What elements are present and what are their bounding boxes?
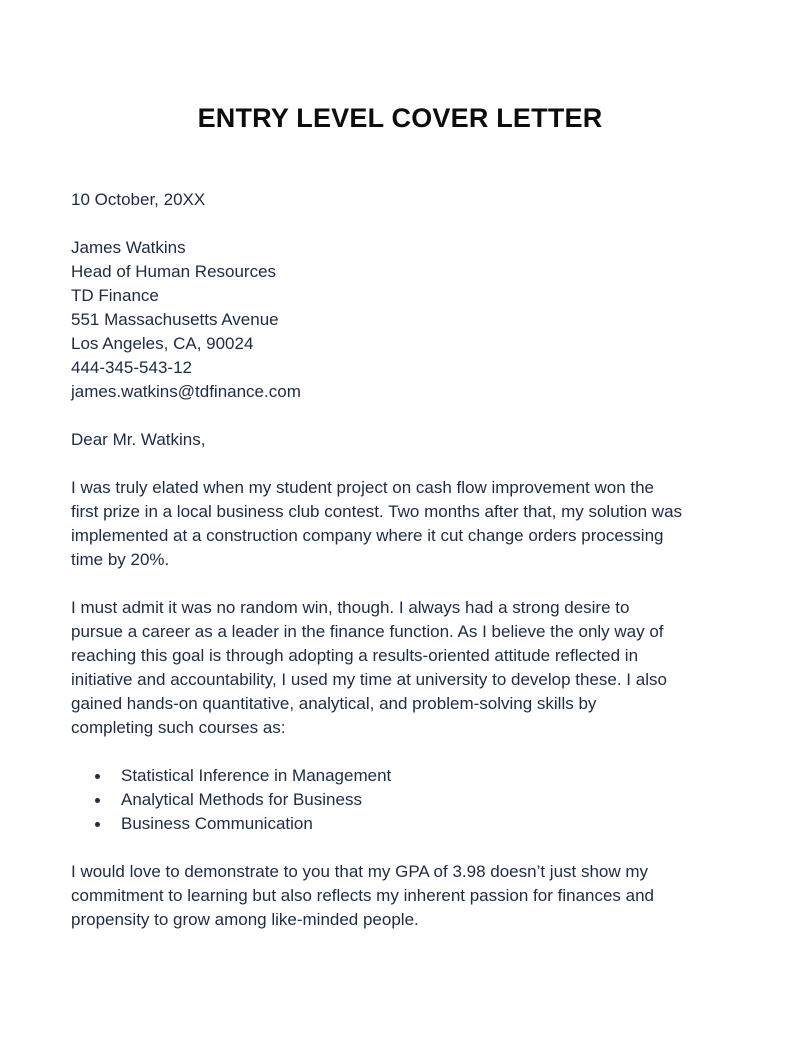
list-item <box>71 788 741 812</box>
letter-body <box>71 188 741 932</box>
spacer <box>71 212 741 236</box>
paragraph-line: reaching this goal is through adopting a results-oriented attitude reflected in <box>71 646 639 665</box>
spacer <box>71 740 741 764</box>
paragraph-1 <box>71 476 741 572</box>
paragraph-line: completing such courses as: <box>71 718 286 737</box>
paragraph-3 <box>71 860 741 932</box>
spacer <box>71 404 741 428</box>
paragraph-2 <box>71 596 741 740</box>
spacer <box>71 836 741 860</box>
recipient-name: James Watkins <box>71 238 186 257</box>
bullet-icon <box>95 822 100 827</box>
paragraph-line: time by 20%. <box>71 550 170 569</box>
recipient-phone: 444-345-543-12 <box>71 358 192 377</box>
paragraph-line: commitment to learning but also reflects my inherent passion for finances and <box>71 886 655 905</box>
paragraph-line: propensity to grow among like-minded people. <box>71 910 419 929</box>
bullet-icon <box>95 798 100 803</box>
course-name: Business Communication <box>121 814 313 833</box>
bullet-icon <box>95 774 100 779</box>
paragraph-line: initiative and accountability, I used my time at university to develop these. I also <box>71 670 667 689</box>
salutation: Dear Mr. Watkins, <box>71 430 206 449</box>
spacer <box>71 452 741 476</box>
course-name: Analytical Methods for Business <box>121 790 362 809</box>
paragraph-line: gained hands-on quantitative, analytical, and problem-solving skills by <box>71 694 597 713</box>
paragraph-line: first prize in a local business club contest. Two months after that, my solution was <box>71 502 683 521</box>
paragraph-line: I would love to demonstrate to you that my GPA of 3.98 doesn’t just show my <box>71 862 649 881</box>
spacer <box>71 572 741 596</box>
paragraph-line: I was truly elated when my student project on cash flow improvement won the <box>71 478 655 497</box>
recipient-block <box>71 236 741 404</box>
course-name: Statistical Inference in Management <box>121 766 392 785</box>
recipient-city: Los Angeles, CA, 90024 <box>71 334 254 353</box>
list-item <box>71 764 741 788</box>
paragraph-line: I must admit it was no random win, though. I always had a strong desire to <box>71 598 630 617</box>
recipient-email: james.watkins@tdfinance.com <box>71 382 301 401</box>
list-item <box>71 812 741 836</box>
paragraph-line: implemented at a construction company where it cut change orders processing <box>71 526 664 545</box>
recipient-street: 551 Massachusetts Avenue <box>71 310 279 329</box>
course-list <box>71 764 741 836</box>
document-title: ENTRY LEVEL COVER LETTER <box>197 103 603 133</box>
paragraph-line: pursue a career as a leader in the finance function. As I believe the only way of <box>71 622 664 641</box>
letter-date: 10 October, 20XX <box>71 190 206 209</box>
recipient-company: TD Finance <box>71 286 159 305</box>
recipient-position: Head of Human Resources <box>71 262 277 281</box>
